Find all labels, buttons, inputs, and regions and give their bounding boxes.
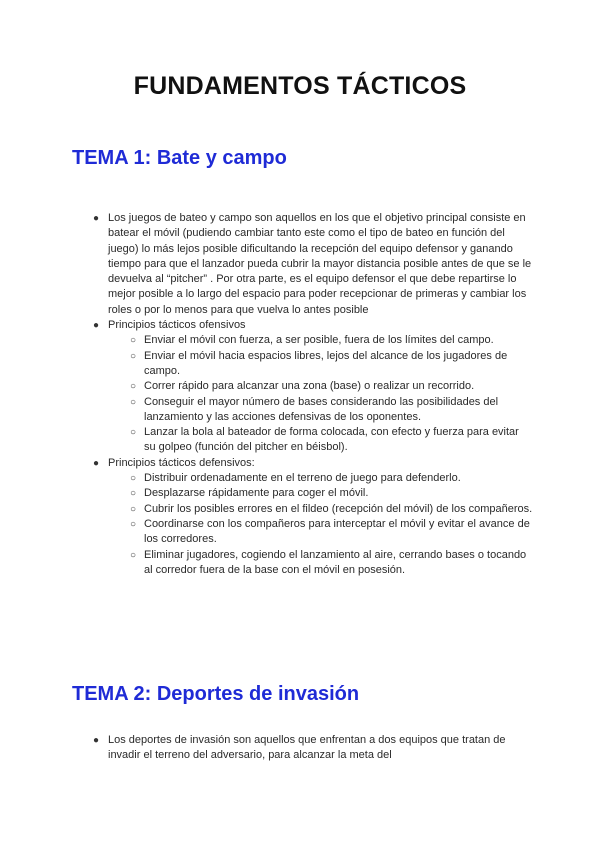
bullet-circle-icon: ○ [129, 381, 137, 393]
sub-list-item-text: Eliminar jugadores, cogiendo el lanzamiento al aire, cerrando bases o tocando al corredor fuera de la base con el móvil en posesión. [144, 548, 527, 576]
bullet-dot-icon: ● [92, 320, 100, 332]
bullet-circle-icon: ○ [129, 549, 137, 561]
bullet-dot-icon: ● [92, 735, 100, 746]
bullet-circle-icon: ○ [129, 350, 137, 362]
sub-list-item-text: Conseguir el mayor número de bases considerando las posibilidades del lanzamiento y las acciones defensivas de los oponentes. [144, 395, 499, 423]
tema1-list [92, 211, 533, 578]
bullet-dot-icon: ● [92, 213, 100, 224]
sub-list-item [108, 349, 533, 380]
list-item [92, 456, 533, 578]
sub-list-item-text: Enviar el móvil hacia espacios libres, lejos del alcance de los jugadores de campo. [144, 349, 508, 377]
sub-list-item [108, 425, 533, 456]
bullet-circle-icon: ○ [129, 518, 137, 530]
list-item-text: Los juegos de bateo y campo son aquellos en los que el objetivo principal consiste en batear el móvil (pudiendo cambiar tanto este como el tipo de bateo en función del juego) lo más lejos posible dificultando la recepción del equipo defensor y ganando tiempo para que el lanzador pueda cubrir la mayor distancia posible antes de que se le devuelva al “pitcher” . Por otra parte, es el equipo defensor el que debe repartirse lo mejor posible a lo largo del espacio para poder recepcionar de primeras y cambiar los roles o por lo menos para que vuelva lo antes posible [108, 212, 532, 316]
bullet-circle-icon: ○ [129, 396, 137, 408]
sub-list-item [108, 486, 533, 501]
list-item [92, 211, 533, 318]
sub-list-item [108, 502, 533, 517]
tema1-heading: TEMA 1: Bate y campo [72, 147, 287, 169]
sub-list-item [108, 395, 533, 426]
sub-list-item-text: Distribuir ordenadamente en el terreno de juego para defenderlo. [144, 472, 461, 485]
bullet-circle-icon: ○ [129, 427, 137, 439]
list-item-text: Principios tácticos ofensivos [108, 319, 246, 332]
bullet-circle-icon: ○ [129, 473, 137, 485]
list-item-text: Principios tácticos defensivos: [108, 456, 255, 469]
sub-list-item [108, 517, 533, 548]
bullet-dot-icon: ● [92, 457, 100, 469]
sub-list-item-text: Coordinarse con los compañeros para interceptar el móvil y evitar el avance de los corredores. [144, 517, 530, 546]
sub-list-item-text: Desplazarse rápidamente para coger el móvil. [144, 487, 369, 500]
list-item [92, 318, 533, 456]
list-item [92, 733, 533, 764]
sub-list-item-text: Lanzar la bola al bateador de forma colocada, con efecto y fuerza para evitar su golpeo (función del pitcher en béisbol). [144, 426, 519, 454]
sub-list-item [108, 333, 533, 348]
tema2-heading: TEMA 2: Deportes de invasión [72, 683, 360, 705]
sub-list-item-text: Cubrir los posibles errores en el fildeo (recepción del móvil) de los compañeros. [144, 502, 533, 515]
defensive-principles-list [108, 471, 533, 578]
tema2-list [92, 733, 533, 764]
sub-list-item [108, 548, 533, 579]
offensive-principles-list [108, 333, 533, 455]
document-title: FUNDAMENTOS TÁCTICOS [133, 72, 467, 100]
sub-list-item [108, 471, 533, 486]
bullet-circle-icon: ○ [129, 503, 137, 515]
bullet-circle-icon: ○ [129, 335, 137, 347]
sub-list-item-text: Correr rápido para alcanzar una zona (base) o realizar un recorrido. [144, 380, 475, 393]
bullet-circle-icon: ○ [129, 488, 137, 500]
sub-list-item-text: Enviar el móvil con fuerza, a ser posible, fuera de los límites del campo. [144, 334, 494, 347]
sub-list-item [108, 379, 533, 394]
list-item-text: Los deportes de invasión son aquellos que enfrentan a dos equipos que tratan de invadir el terreno del adversario, para alcanzar la meta del [108, 734, 506, 762]
